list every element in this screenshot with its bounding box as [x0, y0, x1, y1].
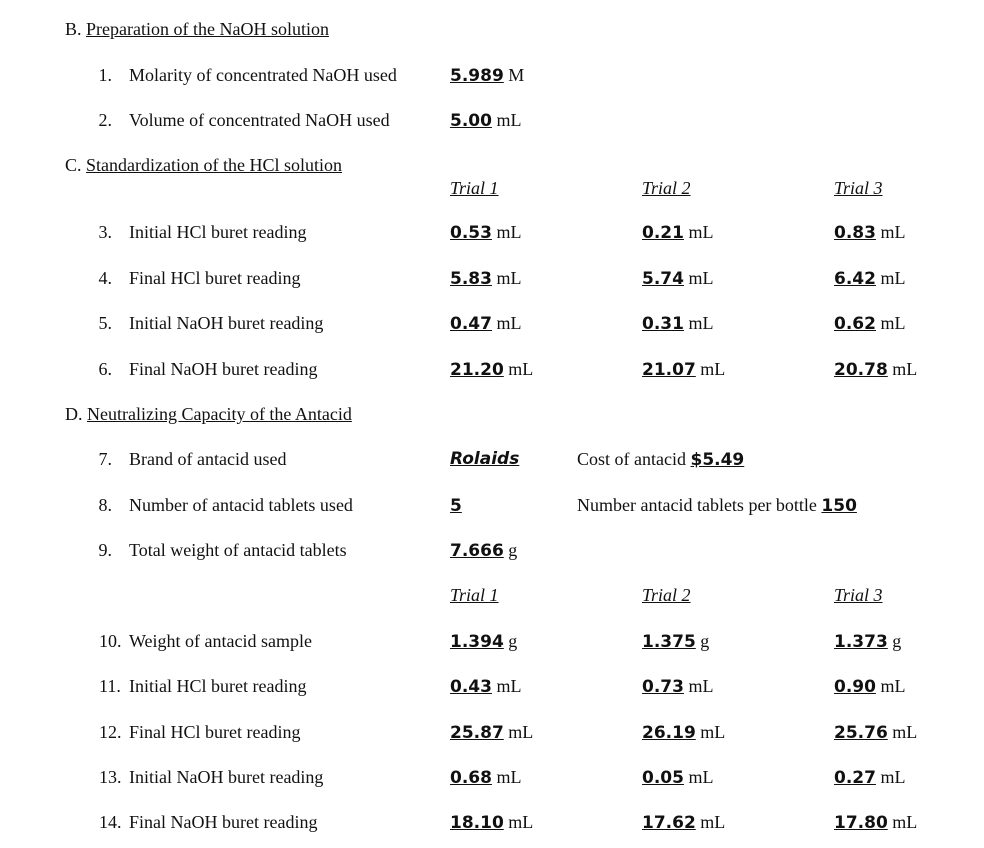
item-12-label: Final HCl buret reading: [129, 722, 301, 742]
item-7-label: Brand of antacid used: [129, 449, 287, 469]
item-3-number: 3.: [98, 222, 112, 242]
d-trial-2-header: Trial 2: [642, 585, 691, 605]
item-3-trial-3: 0.83 mL: [834, 222, 906, 243]
section-d-title: Neutralizing Capacity of the Antacid: [87, 404, 352, 424]
item-11-trial-3: 0.90 mL: [834, 676, 906, 697]
c-trial-2-header: Trial 2: [642, 178, 691, 198]
item-10-trial-1: 1.394 g: [450, 631, 518, 652]
item-5-number: 5.: [98, 313, 112, 333]
item-4-trial-1: 5.83 mL: [450, 268, 522, 289]
item-13-label: Initial NaOH buret reading: [129, 767, 324, 787]
item-10-label: Weight of antacid sample: [129, 631, 312, 651]
section-c-title: Standardization of the HCl solution: [86, 155, 342, 175]
item-6-trial-2: 21.07 mL: [642, 359, 726, 380]
antacid-brand-value: Rolaids: [450, 449, 520, 469]
item-13-trial-2: 0.05 mL: [642, 767, 714, 788]
item-6-label: Final NaOH buret reading: [129, 359, 318, 379]
item-5-trial-3: 0.62 mL: [834, 313, 906, 334]
item-6-trial-3: 20.78 mL: [834, 359, 918, 380]
item-10-trial-3: 1.373 g: [834, 631, 902, 652]
item-1-value: 5.989 M: [450, 65, 525, 86]
item-6-number: 6.: [98, 359, 112, 379]
item-11-label: Initial HCl buret reading: [129, 676, 307, 696]
tablets-per-bottle: Number antacid tablets per bottle 150: [577, 495, 857, 516]
item-6-trial-1: 21.20 mL: [450, 359, 534, 380]
item-1-label: Molarity of concentrated NaOH used: [129, 65, 397, 85]
item-14-trial-3: 17.80 mL: [834, 812, 918, 833]
item-14-label: Final NaOH buret reading: [129, 812, 318, 832]
item-9-label: Total weight of antacid tablets: [129, 540, 347, 560]
item-10-number: 10.: [99, 631, 122, 651]
item-14-number: 14.: [99, 812, 122, 832]
item-14-trial-2: 17.62 mL: [642, 812, 726, 833]
item-7-number: 7.: [98, 449, 112, 469]
item-3-label: Initial HCl buret reading: [129, 222, 307, 242]
item-2-label: Volume of concentrated NaOH used: [129, 110, 390, 130]
section-b-letter: B.: [65, 19, 82, 39]
section-c-letter: C.: [65, 155, 82, 175]
c-trial-3-header: Trial 3: [834, 178, 883, 198]
item-12-trial-2: 26.19 mL: [642, 722, 726, 743]
item-2-value: 5.00 mL: [450, 110, 522, 131]
item-3-trial-2: 0.21 mL: [642, 222, 714, 243]
item-5-trial-1: 0.47 mL: [450, 313, 522, 334]
d-trial-3-header: Trial 3: [834, 585, 883, 605]
item-4-trial-3: 6.42 mL: [834, 268, 906, 289]
section-d-heading: [65, 403, 352, 425]
item-10-trial-2: 1.375 g: [642, 631, 710, 652]
section-b-heading: [65, 18, 329, 40]
item-12-trial-3: 25.76 mL: [834, 722, 918, 743]
section-c-heading: [65, 154, 342, 176]
antacid-cost: Cost of antacid $5.49: [577, 449, 745, 470]
total-weight-value: 7.666 g: [450, 540, 518, 561]
item-3-trial-1: 0.53 mL: [450, 222, 522, 243]
item-2-number: 2.: [98, 110, 112, 130]
item-1-number: 1.: [98, 65, 112, 85]
item-13-number: 13.: [99, 767, 122, 787]
item-8-number: 8.: [98, 495, 112, 515]
item-5-trial-2: 0.31 mL: [642, 313, 714, 334]
item-11-trial-1: 0.43 mL: [450, 676, 522, 697]
c-trial-1-header: Trial 1: [450, 178, 499, 198]
item-4-trial-2: 5.74 mL: [642, 268, 714, 289]
item-12-trial-1: 25.87 mL: [450, 722, 534, 743]
item-11-trial-2: 0.73 mL: [642, 676, 714, 697]
item-5-label: Initial NaOH buret reading: [129, 313, 324, 333]
d-trial-1-header: Trial 1: [450, 585, 499, 605]
tablets-used-value: 5: [450, 496, 462, 516]
item-8-label: Number of antacid tablets used: [129, 495, 353, 515]
section-d-letter: D.: [65, 404, 83, 424]
item-13-trial-3: 0.27 mL: [834, 767, 906, 788]
item-4-label: Final HCl buret reading: [129, 268, 301, 288]
section-b-title: Preparation of the NaOH solution: [86, 19, 329, 39]
item-9-number: 9.: [98, 540, 112, 560]
item-11-number: 11.: [99, 676, 121, 696]
item-4-number: 4.: [98, 268, 112, 288]
item-13-trial-1: 0.68 mL: [450, 767, 522, 788]
item-14-trial-1: 18.10 mL: [450, 812, 534, 833]
item-12-number: 12.: [99, 722, 122, 742]
